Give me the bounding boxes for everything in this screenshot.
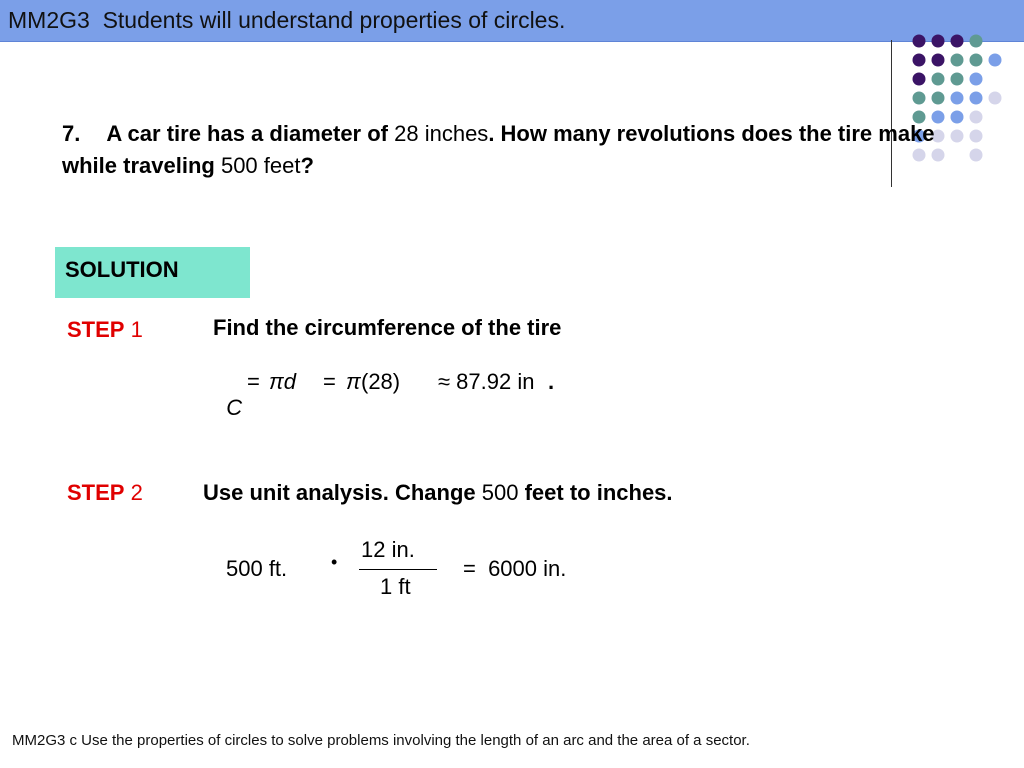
decorative-dot	[913, 92, 926, 105]
question-number: 7.	[62, 121, 81, 146]
step1-number: 1	[130, 317, 143, 342]
formula-eq1: =	[247, 369, 260, 394]
decorative-dot	[970, 73, 983, 86]
decorative-dot	[951, 35, 964, 48]
decorative-dot	[951, 73, 964, 86]
decorative-dot	[970, 111, 983, 124]
formula-eq2: =	[323, 369, 336, 394]
decorative-dot	[951, 92, 964, 105]
step2-title	[203, 480, 673, 506]
question-part3: ?	[300, 153, 314, 178]
question-diameter: 28 inches	[394, 121, 489, 146]
formula-pi: π	[346, 369, 361, 394]
solution-box	[55, 247, 250, 298]
decorative-dot	[913, 54, 926, 67]
decorative-dot	[989, 92, 1002, 105]
footer-standard: MM2G3 c Use the properties of circles to solve problems involving the length of an arc and the area of a sector.	[12, 732, 750, 749]
fraction-denominator: 1 ft	[380, 574, 411, 599]
step2-title-b: feet to inches.	[524, 480, 673, 505]
decorative-dot	[970, 130, 983, 143]
step1-label	[67, 317, 143, 343]
question-distance: 500 feet	[220, 153, 301, 178]
header-title: MM2G3 Students will understand properties of circles.	[8, 7, 566, 33]
decorative-dot	[989, 54, 1002, 67]
solution-label: SOLUTION	[65, 257, 179, 282]
formula-pi-d: πd	[269, 369, 296, 394]
decorative-dot	[970, 54, 983, 67]
formula-dot: .	[548, 369, 555, 394]
decorative-dot	[932, 92, 945, 105]
formula-c: C	[226, 395, 243, 420]
step2-number: 2	[130, 480, 143, 505]
step2-word: STEP	[67, 480, 125, 505]
decorative-dot	[970, 149, 983, 162]
decorative-dot	[913, 73, 926, 86]
step2-title-num: 500	[481, 480, 519, 505]
decorative-dot	[913, 35, 926, 48]
fraction-numerator: 12 in.	[361, 537, 415, 562]
step2-title-a: Use unit analysis. Change	[203, 480, 476, 505]
fraction-bar	[359, 569, 437, 570]
step1-title: Find the circumference of the tire	[213, 315, 562, 340]
decorative-dot	[970, 35, 983, 48]
decorative-dot	[951, 54, 964, 67]
formula-approx: ≈ 87.92 in	[438, 369, 535, 394]
unit-lhs: 500 ft.	[226, 556, 288, 581]
multiply-dot: •	[331, 552, 338, 572]
unit-result: = 6000 in.	[463, 556, 567, 581]
decorative-dot	[932, 73, 945, 86]
formula-paren: (28)	[361, 369, 401, 394]
question-text	[62, 118, 962, 182]
step2-label	[67, 480, 143, 506]
step1-word: STEP	[67, 317, 125, 342]
decorative-dot	[970, 92, 983, 105]
question-part1: A car tire has a diameter of	[106, 121, 388, 146]
decorative-dot	[932, 35, 945, 48]
decorative-dot	[932, 54, 945, 67]
question-part2: . How many revolutions does the tire make while traveling	[62, 121, 935, 178]
